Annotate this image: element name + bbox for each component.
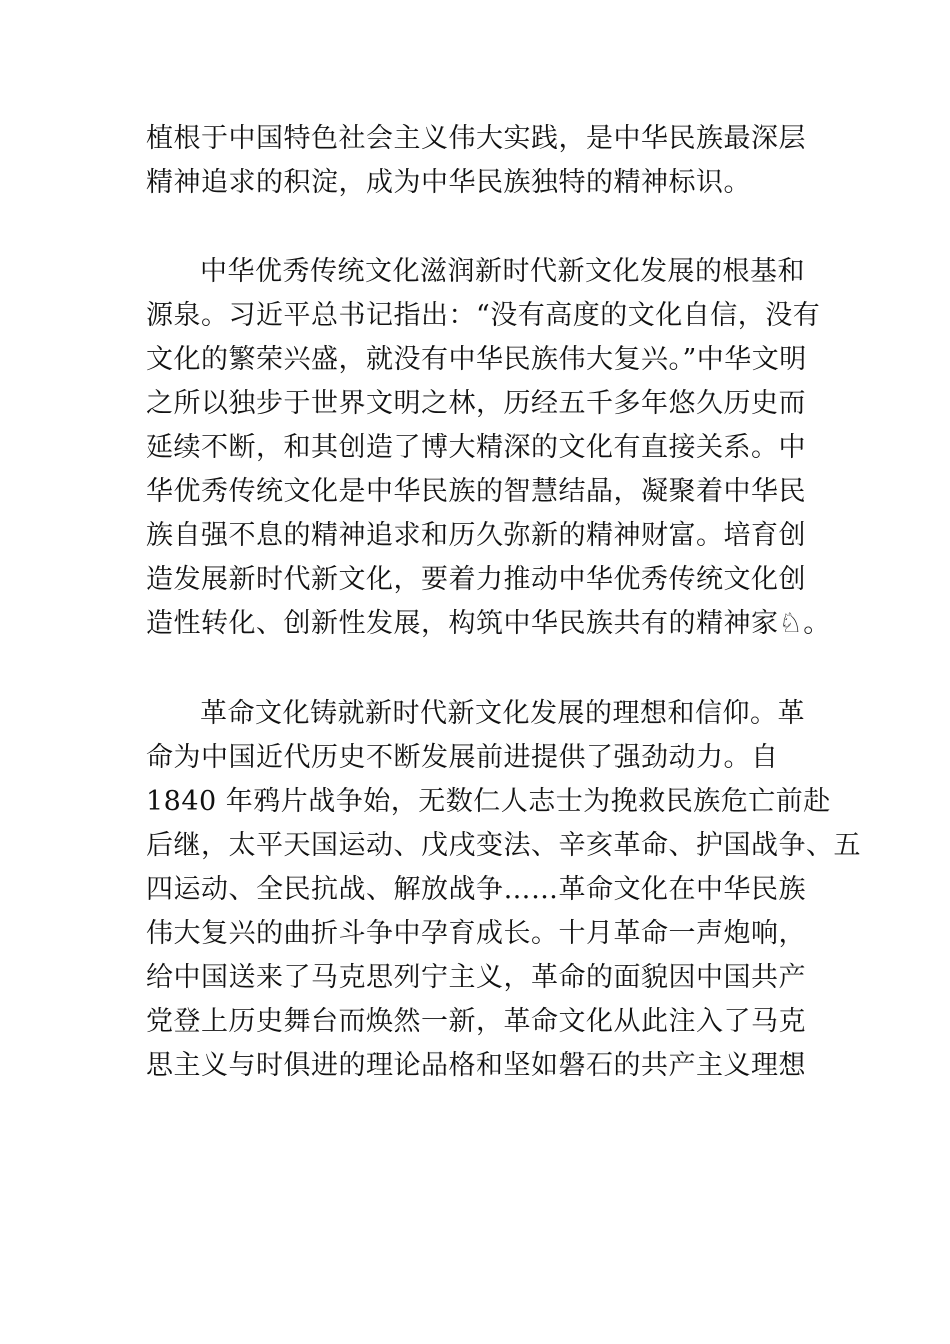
paragraph-3-line-7: 给中国送来了马克思列宁主义，革命的面貌因中国共产: [146, 962, 806, 993]
paragraph-3-line-2: 命为中国近代历史不断发展前进提供了强劲动力。自: [146, 742, 779, 773]
paragraph-2-line-7: 族自强不息的精神追求和历久弥新的精神财富。培育创: [146, 520, 806, 551]
paragraph-1-line-2: 精神追求的积淀，成为中华民族独特的精神标识。: [146, 167, 751, 198]
paragraph-2-line-9: 造性转化、创新性发展，构筑中华民族共有的精神家♘。: [146, 608, 831, 639]
paragraph-2-line-5: 延续不断，和其创造了博大精深的文化有直接关系。中: [146, 432, 806, 463]
paragraph-2-line-8: 造发展新时代新文化，要着力推动中华优秀传统文化创: [146, 564, 806, 595]
paragraph-3-line-9: 思主义与时俱进的理论品格和坚如磐石的共产主义理想: [146, 1050, 806, 1081]
paragraph-3-line-3: 1840 年鸦片战争始，无数仁人志士为挽救民族危亡前赴: [146, 786, 831, 817]
paragraph-3-line-8: 党登上历史舞台而焕然一新，革命文化从此注入了马克: [146, 1006, 806, 1037]
paragraph-3-line-6: 伟大复兴的曲折斗争中孕育成长。十月革命一声炮响，: [146, 918, 806, 949]
paragraph-2-line-1: 中华优秀传统文化滋润新时代新文化发展的根基和: [200, 256, 805, 287]
paragraph-2-line-4: 之所以独步于世界文明之林，历经五千多年悠久历史而: [146, 388, 806, 419]
paragraph-2-line-3: 文化的繁荣兴盛，就没有中华民族伟大复兴。”中华文明: [146, 344, 807, 375]
paragraph-2-line-6: 华优秀传统文化是中华民族的智慧结晶，凝聚着中华民: [146, 476, 806, 507]
paragraph-3-line-5: 四运动、全民抗战、解放战争……革命文化在中华民族: [146, 874, 806, 905]
paragraph-1-line-1: 植根于中国特色社会主义伟大实践，是中华民族最深层: [146, 123, 806, 154]
paragraph-3-line-4: 后继，太平天国运动、戊戌变法、辛亥革命、护国战争、五: [146, 830, 861, 861]
paragraph-2-line-2: 源泉。习近平总书记指出：“没有高度的文化自信，没有: [146, 300, 821, 331]
paragraph-3-line-1: 革命文化铸就新时代新文化发展的理想和信仰。革: [200, 698, 805, 729]
